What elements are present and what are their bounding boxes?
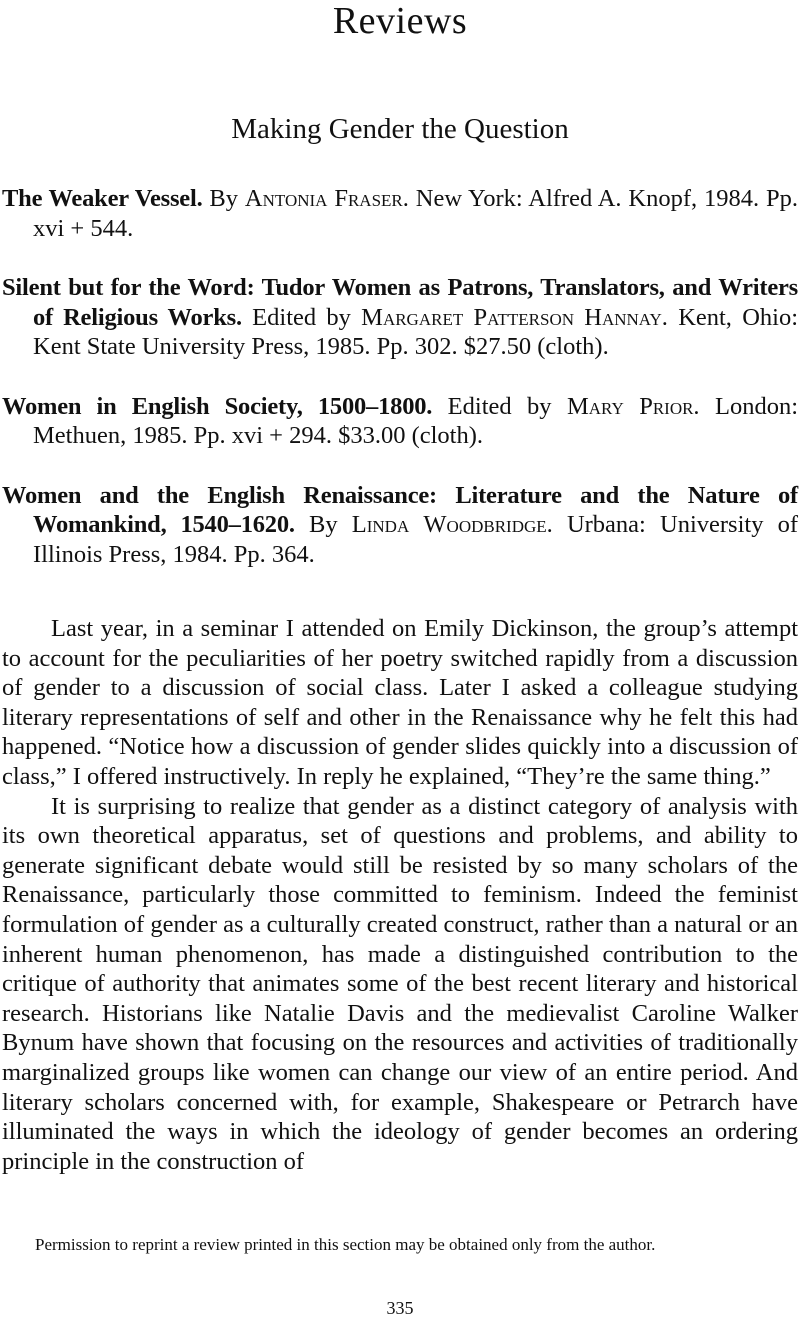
book-role: By xyxy=(309,511,338,538)
book-details: New York: Alfred A. Knopf, 1984. Pp. xvi + 544. xyxy=(33,185,799,242)
book-role: Edited by xyxy=(447,392,552,420)
book-details: Kent, Ohio: Kent State University Press, 1985. Pp. 302. $27.50 (cloth). xyxy=(33,303,799,360)
book-author-first: Margaret Patterson xyxy=(361,303,574,331)
footnote: Permission to reprint a review printed in this section may be obtained only from the author. xyxy=(35,1235,656,1254)
book-title: Women in English Society, 1500–1800. xyxy=(2,392,433,420)
book-details: Urbana: University of Illinois Press, 1984. Pp. 364. xyxy=(33,511,799,568)
book-title: The Weaker Vessel. xyxy=(2,185,203,212)
book-role: Edited by xyxy=(252,303,351,331)
book-author-last: Woodbridge. xyxy=(423,511,553,538)
book-entry xyxy=(2,273,798,362)
page-number: 335 xyxy=(386,1298,414,1318)
book-entry xyxy=(2,184,798,243)
review-body xyxy=(2,614,798,1176)
reviewed-books-list xyxy=(2,184,798,599)
body-paragraph: Last year, in a seminar I attended on Emily Dickinson, the group’s attempt to account for the peculiarities of her poetry switched rapidly from a discussion of gender to a discussion of social class. Later I asked a colleague studying literary representations of self and other in the Renaissance why he felt this had happened. “Notice how a discussion of gender slides quickly into a discussion of class,” I offered instructively. In reply he explained, “They’re the same thing.” xyxy=(2,615,798,790)
book-title: Silent but for the Word: Tudor Women as Patrons, Translators, and Writers of Religious Works. xyxy=(2,274,798,331)
book-role: By xyxy=(209,185,239,212)
book-author-last: Hannay. xyxy=(584,303,668,331)
book-details: London: Methuen, 1985. Pp. xvi + 294. $33.00 (cloth). xyxy=(33,392,799,449)
review-title: Making Gender the Question xyxy=(231,113,569,145)
section-title: Reviews xyxy=(332,0,468,42)
book-entry xyxy=(2,392,798,451)
book-author-first: Antonia xyxy=(244,185,328,212)
book-author-last: Fraser. xyxy=(334,185,409,212)
book-author-first: Linda xyxy=(351,511,410,538)
book-entry xyxy=(2,481,798,570)
book-title: Women and the English Renaissance: Literature and the Nature of Womankind, 1540–1620. xyxy=(2,481,798,538)
book-author-first: Mary xyxy=(567,392,624,420)
book-author-last: Prior. xyxy=(639,392,700,420)
body-paragraph: It is surprising to realize that gender as a distinct category of analysis with its own theoretical apparatus, set of questions and problems, and ability to generate significant debate would still be resisted by so many scholars of the Renaissance, particularly those committed to feminism. Indeed the feminist formulation of gender as a culturally created construct, rather than a natural or an inherent human phenomenon, has made a distinguished contribution to the critique of authority that animates some of the best recent literary and historical research. Historians like Natalie Davis and the medievalist Caroline Walker Bynum have shown that focusing on the resources and activities of traditionally marginalized groups like women can change our view of an entire period. And literary scholars concerned with, for example, Shakespeare or Petrarch have illuminated the ways in which the ideology of gender becomes an ordering principle in the construction of xyxy=(2,792,798,1175)
